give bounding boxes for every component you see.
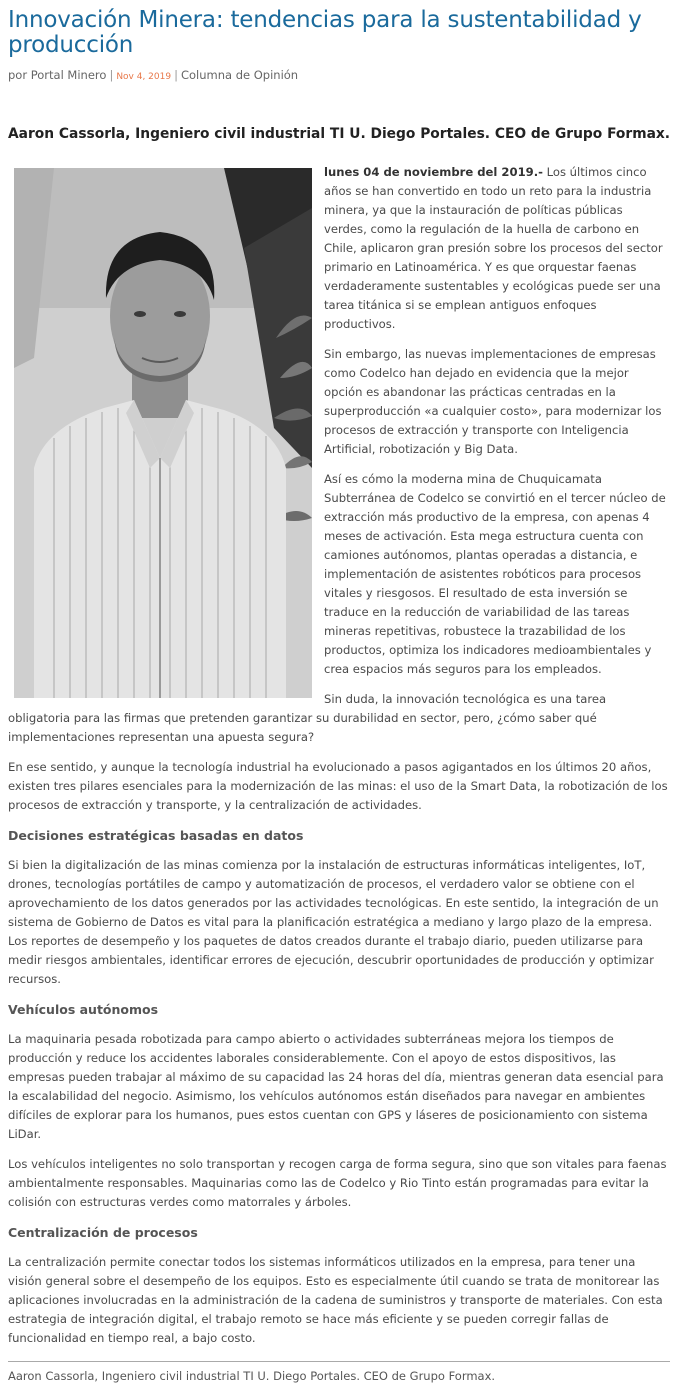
body-paragraph: La centralización permite conectar todos los sistemas informáticos utilizados en la empresa, para tener una visión general sobre el desempeño de los equipos. Esto es especialmente útil cuando se trata de monitorear las aplicaciones involucradas en la administración de la cadena de suministros y transporte de materiales. Con esta estrategia de integración digital, el trabajo remoto se hace más eficiente y se pueden corregir fallas de funcionalidad en tiempo real, a bajo costo. — [8, 1255, 663, 1345]
intro-paragraph — [8, 163, 668, 334]
body-paragraph: Así es cómo la moderna mina de Chuquicamata Subterránea de Codelco se convirtió en el tercer núcleo de extracción más productivo de la empresa, con apenas 4 meses de activación. Esta mega estructura cuenta con camiones autónomos, plantas operadas a distancia, e implementación de asistentes robóticos para procesos vitales y riesgosos. El resultado de esta inversión se traduce en la reducción de variabilidad de las tareas mineras repetitivas, robustece la trazabilidad de los productos, optimiza los indicadores medioambientales y crea espacios más seguros para los empleados. — [324, 472, 666, 676]
body-paragraph: Los vehículos inteligentes no solo transportan y recogen carga de forma segura, sino que son vitales para faenas ambientalmente responsables. Maquinarias como las de Codelco y Rio Tinto están programadas para evitar la colisión con estructuras verdes como matorrales y árboles. — [8, 1157, 667, 1209]
body-paragraph: En ese sentido, y aunque la tecnología industrial ha evolucionado a pasos agigantados en los últimos 20 años, existen tres pilares esenciales para la modernización de las minas: el uso de la Smart Data, la robotización de los procesos de extracción y transporte, y la centralización de actividades. — [8, 760, 668, 812]
footer-divider — [8, 1361, 670, 1362]
author-prefix: por — [8, 68, 28, 82]
article-meta — [8, 68, 298, 82]
body-paragraph — [8, 690, 668, 747]
article-title: Innovación Minera: tendencias para la sustentabilidad y producción — [8, 7, 642, 58]
meta-separator: | — [109, 68, 114, 82]
body-paragraph: Sin embargo, las nuevas implementaciones de empresas como Codelco han dejado en evidencia que la mejor opción es abandonar las prácticas centradas en la superproducción «a cualquier costo», para modernizar los procesos de extracción y transporte con Inteligencia Artificial, robotización y Big Data. — [324, 347, 662, 456]
paragraph-text: Sin duda, la innovación tecnológica es una tarea obligatoria para las firmas que pretenden garantizar su durabilidad en sector, pero, ¿cómo saber qué implementaciones representan una apuesta segura? — [8, 692, 607, 744]
author-link[interactable]: Portal Minero — [30, 68, 107, 82]
author-byline: Aaron Cassorla, Ingeniero civil industrial TI U. Diego Portales. CEO de Grupo Formax. — [8, 126, 671, 142]
footer-credit: Aaron Cassorla, Ingeniero civil industrial TI U. Diego Portales. CEO de Grupo Formax. — [8, 1369, 496, 1383]
section-heading: Centralización de procesos — [8, 1225, 198, 1240]
body-paragraph: Si bien la digitalización de las minas comienza por la instalación de estructuras informáticas inteligentes, IoT, drones, tecnologías portátiles de campo y automatización de procesos, el verdadero valor se obtiene con el aprovechamiento de los datos generados por las actividades tecnológicas. En este sentido, la integración de un sistema de Gobierno de Datos es vital para la planificación estratégica a mediano y largo plazo de la empresa. Los reportes de desempeño y los paquetes de datos creados durante el trabajo diario, pueden utilizarse para medir riesgos ambientales, identificar errores de ejecución, descubrir oportunidades de producción y optimizar recursos. — [8, 858, 659, 986]
article-body — [8, 163, 668, 1359]
publish-date: Nov 4, 2019 — [116, 72, 172, 82]
category-link[interactable]: Columna de Opinión — [180, 68, 299, 82]
section-heading: Vehículos autónomos — [8, 1002, 159, 1017]
dateline: lunes 04 de noviembre del 2019.- — [324, 165, 543, 179]
intro-text: Los últimos cinco años se han convertido en todo un reto para la industria minera, ya que la instauración de políticas públicas verdes, como la regulación de la huella de carbono en Chile, aplicaron gran presión sobre los procesos del sector primario en Latinoamérica. Y es que orquestar faenas verdaderamente sustentables y ecológicas puede ser una tarea titánica si se emplean antiguos enfoques productivos. — [324, 165, 663, 331]
section-heading: Decisiones estratégicas basadas en datos — [8, 828, 304, 843]
body-paragraph: La maquinaria pesada robotizada para campo abierto o actividades subterráneas mejora los tiempos de producción y reduce los accidentes laborales considerablemente. Con el apoyo de estos dispositivos, las empresas pueden trabajar al máximo de su capacidad las 24 horas del día, mientras generan data esencial para la escalabilidad del negocio. Asimismo, los vehículos autónomos están diseñados para navegar en ambientes difíciles de explorar para los humanos, pues estos cuentan con GPS y láseres de posicionamiento con sistema LiDar. — [8, 1032, 664, 1141]
meta-separator: | — [174, 68, 178, 82]
